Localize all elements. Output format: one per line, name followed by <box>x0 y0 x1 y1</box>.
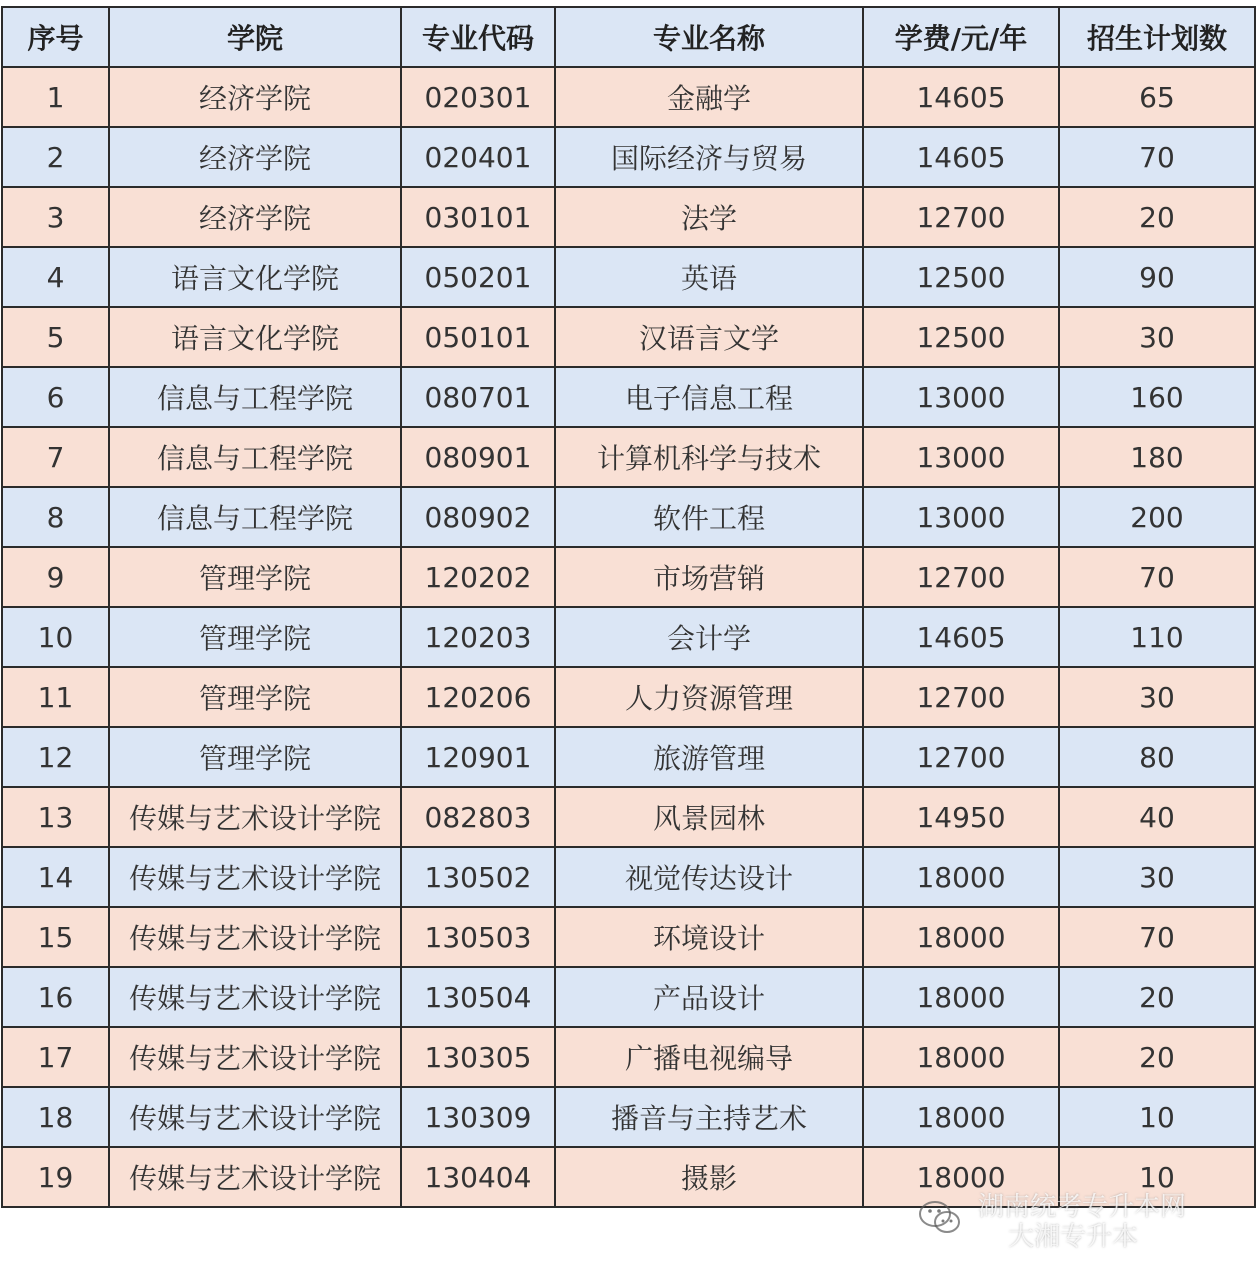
cell-enrollment-plan: 180 <box>1059 427 1255 487</box>
header-college: 学院 <box>109 7 401 67</box>
cell-tuition: 14605 <box>863 607 1059 667</box>
table-row <box>2 847 1255 907</box>
cell-college: 传媒与艺术设计学院 <box>109 907 401 967</box>
cell-college: 语言文化学院 <box>109 247 401 307</box>
cell-college: 管理学院 <box>109 607 401 667</box>
cell-enrollment-plan: 110 <box>1059 607 1255 667</box>
cell-major-name: 法学 <box>555 187 863 247</box>
cell-index: 6 <box>2 367 109 427</box>
cell-enrollment-plan: 10 <box>1059 1087 1255 1147</box>
cell-enrollment-plan: 70 <box>1059 127 1255 187</box>
cell-major-code: 030101 <box>401 187 555 247</box>
cell-tuition: 14605 <box>863 127 1059 187</box>
cell-major-code: 080902 <box>401 487 555 547</box>
cell-college: 信息与工程学院 <box>109 487 401 547</box>
table-row <box>2 667 1255 727</box>
cell-college: 管理学院 <box>109 727 401 787</box>
cell-enrollment-plan: 10 <box>1059 1147 1255 1207</box>
cell-major-name: 广播电视编导 <box>555 1027 863 1087</box>
table-header-row <box>2 7 1255 67</box>
cell-major-name: 人力资源管理 <box>555 667 863 727</box>
cell-major-code: 130502 <box>401 847 555 907</box>
cell-major-code: 120206 <box>401 667 555 727</box>
cell-enrollment-plan: 20 <box>1059 187 1255 247</box>
cell-college: 语言文化学院 <box>109 307 401 367</box>
table-row <box>2 67 1255 127</box>
cell-major-code: 080901 <box>401 427 555 487</box>
cell-college: 经济学院 <box>109 127 401 187</box>
cell-enrollment-plan: 30 <box>1059 847 1255 907</box>
cell-index: 14 <box>2 847 109 907</box>
enrollment-table <box>1 6 1256 1208</box>
cell-tuition: 18000 <box>863 967 1059 1027</box>
cell-enrollment-plan: 65 <box>1059 67 1255 127</box>
table-row <box>2 787 1255 847</box>
table-row <box>2 307 1255 367</box>
cell-major-code: 080701 <box>401 367 555 427</box>
cell-major-code: 082803 <box>401 787 555 847</box>
cell-college: 信息与工程学院 <box>109 427 401 487</box>
cell-major-code: 130404 <box>401 1147 555 1207</box>
cell-major-code: 130305 <box>401 1027 555 1087</box>
cell-college: 传媒与艺术设计学院 <box>109 1027 401 1087</box>
cell-tuition: 12700 <box>863 727 1059 787</box>
cell-index: 11 <box>2 667 109 727</box>
cell-major-name: 播音与主持艺术 <box>555 1087 863 1147</box>
cell-index: 7 <box>2 427 109 487</box>
cell-index: 5 <box>2 307 109 367</box>
cell-college: 管理学院 <box>109 547 401 607</box>
cell-major-name: 计算机科学与技术 <box>555 427 863 487</box>
watermark-line-1: 湖南统考专升本网 <box>978 1192 1187 1222</box>
cell-major-name: 产品设计 <box>555 967 863 1027</box>
cell-college: 传媒与艺术设计学院 <box>109 787 401 847</box>
cell-tuition: 18000 <box>863 847 1059 907</box>
header-tuition: 学费/元/年 <box>863 7 1059 67</box>
cell-index: 4 <box>2 247 109 307</box>
cell-major-name: 摄影 <box>555 1147 863 1207</box>
table-row <box>2 367 1255 427</box>
cell-major-code: 120901 <box>401 727 555 787</box>
cell-index: 3 <box>2 187 109 247</box>
cell-college: 传媒与艺术设计学院 <box>109 1147 401 1207</box>
table-row <box>2 427 1255 487</box>
table-row <box>2 967 1255 1027</box>
cell-tuition: 12700 <box>863 667 1059 727</box>
cell-tuition: 14605 <box>863 67 1059 127</box>
table-row <box>2 607 1255 667</box>
cell-index: 15 <box>2 907 109 967</box>
header-major-name: 专业名称 <box>555 7 863 67</box>
cell-enrollment-plan: 30 <box>1059 307 1255 367</box>
table-row <box>2 1027 1255 1087</box>
cell-college: 传媒与艺术设计学院 <box>109 967 401 1027</box>
cell-college: 经济学院 <box>109 187 401 247</box>
cell-major-name: 环境设计 <box>555 907 863 967</box>
cell-major-code: 120202 <box>401 547 555 607</box>
cell-major-name: 国际经济与贸易 <box>555 127 863 187</box>
cell-index: 17 <box>2 1027 109 1087</box>
table-row <box>2 547 1255 607</box>
table-row <box>2 127 1255 187</box>
cell-tuition: 14950 <box>863 787 1059 847</box>
cell-index: 13 <box>2 787 109 847</box>
table-row <box>2 727 1255 787</box>
cell-index: 19 <box>2 1147 109 1207</box>
table-row <box>2 187 1255 247</box>
cell-tuition: 12500 <box>863 247 1059 307</box>
cell-enrollment-plan: 70 <box>1059 907 1255 967</box>
cell-major-code: 130504 <box>401 967 555 1027</box>
cell-index: 8 <box>2 487 109 547</box>
cell-enrollment-plan: 80 <box>1059 727 1255 787</box>
cell-major-name: 视觉传达设计 <box>555 847 863 907</box>
cell-enrollment-plan: 70 <box>1059 547 1255 607</box>
cell-college: 传媒与艺术设计学院 <box>109 847 401 907</box>
cell-index: 1 <box>2 67 109 127</box>
cell-tuition: 12700 <box>863 547 1059 607</box>
cell-tuition: 12500 <box>863 307 1059 367</box>
cell-index: 10 <box>2 607 109 667</box>
cell-college: 经济学院 <box>109 67 401 127</box>
cell-college: 传媒与艺术设计学院 <box>109 1087 401 1147</box>
cell-major-name: 市场营销 <box>555 547 863 607</box>
cell-tuition: 18000 <box>863 1087 1059 1147</box>
table-row <box>2 247 1255 307</box>
cell-enrollment-plan: 30 <box>1059 667 1255 727</box>
cell-index: 2 <box>2 127 109 187</box>
cell-index: 16 <box>2 967 109 1027</box>
cell-index: 18 <box>2 1087 109 1147</box>
cell-enrollment-plan: 160 <box>1059 367 1255 427</box>
cell-tuition: 18000 <box>863 1147 1059 1207</box>
cell-major-name: 软件工程 <box>555 487 863 547</box>
cell-major-name: 电子信息工程 <box>555 367 863 427</box>
cell-major-code: 020301 <box>401 67 555 127</box>
cell-tuition: 13000 <box>863 367 1059 427</box>
table-row <box>2 487 1255 547</box>
cell-enrollment-plan: 40 <box>1059 787 1255 847</box>
table-row <box>2 907 1255 967</box>
cell-major-name: 英语 <box>555 247 863 307</box>
cell-major-code: 050101 <box>401 307 555 367</box>
table-row <box>2 1147 1255 1207</box>
cell-enrollment-plan: 20 <box>1059 1027 1255 1087</box>
cell-major-name: 金融学 <box>555 67 863 127</box>
cell-major-name: 会计学 <box>555 607 863 667</box>
watermark-line-2: 大湘专升本 <box>1008 1222 1139 1252</box>
cell-major-code: 130503 <box>401 907 555 967</box>
cell-major-code: 130309 <box>401 1087 555 1147</box>
cell-index: 12 <box>2 727 109 787</box>
cell-college: 信息与工程学院 <box>109 367 401 427</box>
cell-major-code: 020401 <box>401 127 555 187</box>
cell-enrollment-plan: 90 <box>1059 247 1255 307</box>
table-body <box>2 67 1255 1207</box>
cell-index: 9 <box>2 547 109 607</box>
header-enrollment-plan: 招生计划数 <box>1059 7 1255 67</box>
cell-tuition: 13000 <box>863 427 1059 487</box>
cell-tuition: 12700 <box>863 187 1059 247</box>
cell-college: 管理学院 <box>109 667 401 727</box>
cell-major-name: 风景园林 <box>555 787 863 847</box>
cell-tuition: 18000 <box>863 1027 1059 1087</box>
header-major-code: 专业代码 <box>401 7 555 67</box>
cell-tuition: 13000 <box>863 487 1059 547</box>
cell-major-name: 旅游管理 <box>555 727 863 787</box>
cell-major-name: 汉语言文学 <box>555 307 863 367</box>
header-index: 序号 <box>2 7 109 67</box>
cell-major-code: 120203 <box>401 607 555 667</box>
table-row <box>2 1087 1255 1147</box>
cell-major-code: 050201 <box>401 247 555 307</box>
cell-tuition: 18000 <box>863 907 1059 967</box>
cell-enrollment-plan: 200 <box>1059 487 1255 547</box>
cell-enrollment-plan: 20 <box>1059 967 1255 1027</box>
